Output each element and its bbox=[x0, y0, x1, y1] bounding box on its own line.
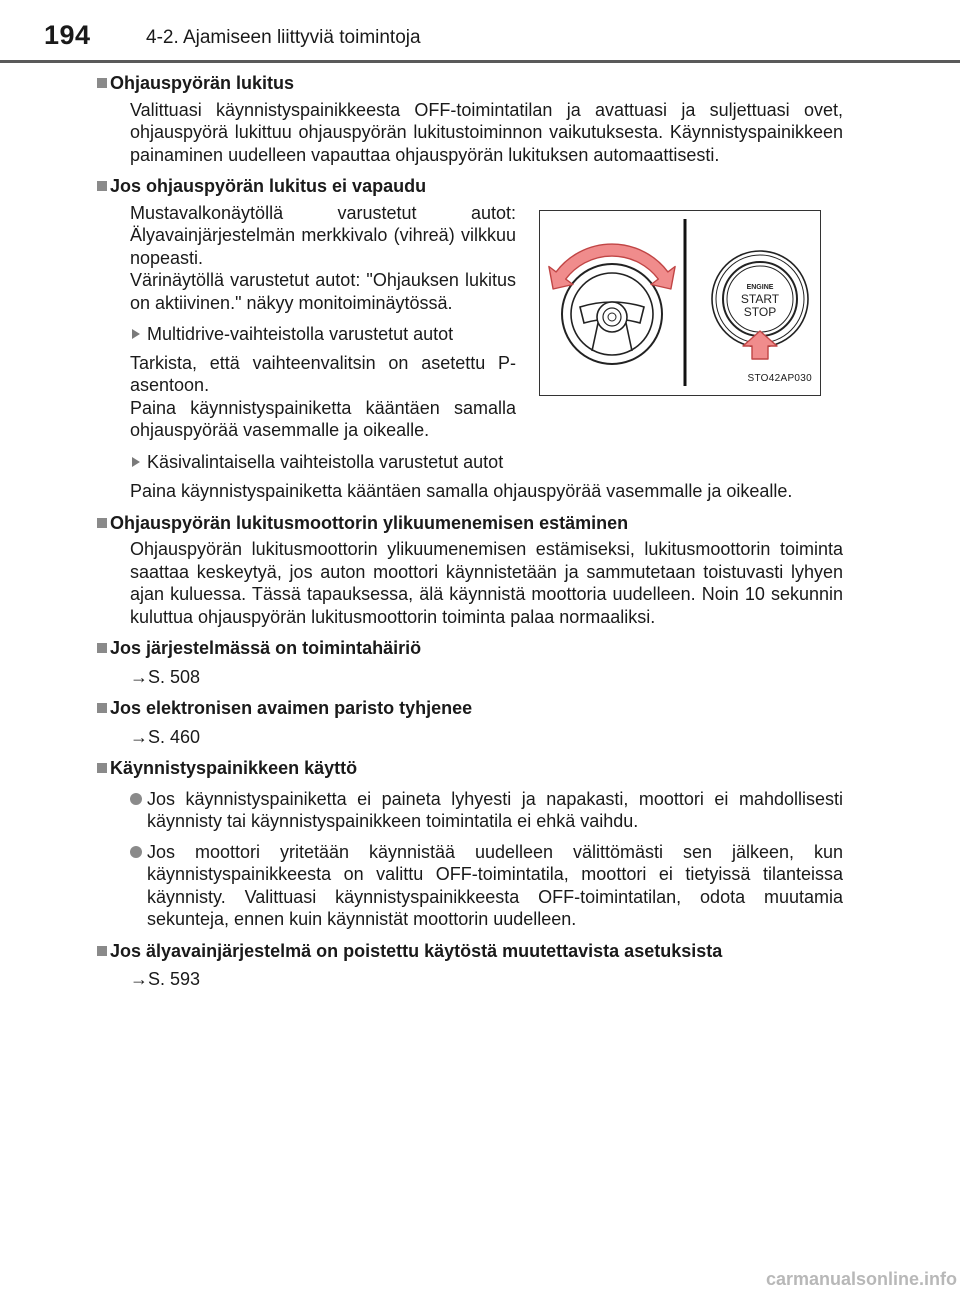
header-rule bbox=[0, 60, 960, 63]
section-title-disabled: Jos älyavainjärjestelmä on poistettu käytöstä muutettavista asetuksista bbox=[110, 940, 843, 963]
button-label-start: START bbox=[740, 291, 780, 306]
subsection-title-multidrive: Multidrive-vaihteistolla varustetut autot bbox=[130, 323, 516, 346]
section-title-overheat: Ohjauspyörän lukitusmoottorin ylikuumenemisen estäminen bbox=[110, 512, 843, 535]
section-title-battery: Jos elektronisen avaimen paristo tyhjenee bbox=[110, 697, 843, 720]
section-square-icon bbox=[97, 763, 107, 773]
section-text-lock: Valittuasi käynnistyspainikkeesta OFF-toimintatilan ja avattuasi ja suljettuasi ovet, ohjauspyörä lukittuu ohjauspyörän lukitustoiminnon vaikutuksesta. Käynnistyspainikkeen painaminen uudelleen vapauttaa ohjauspyörän lukituksen automaattisesti. bbox=[130, 99, 843, 165]
manual-text: Paina käynnistyspainiketta kääntäen samalla ohjauspyörää vasemmalle ja oikealle. bbox=[130, 481, 793, 501]
circle-bullet-icon bbox=[130, 793, 142, 805]
page-content bbox=[110, 72, 843, 991]
page-ref-disabled: →S. 593 bbox=[130, 969, 201, 989]
page-ref-battery: →S. 460 bbox=[130, 726, 201, 747]
illustration-svg bbox=[540, 211, 819, 394]
steering-lock-illustration bbox=[539, 210, 821, 396]
section-title-lock: Ohjauspyörän lukitus bbox=[110, 72, 843, 95]
usage-bullet: Jos moottori yritetään käynnistää uudelleen välittömästi sen jälkeen, kun käynnistyspainikkeesta on valittu OFF-toimintatila, moottori ei tietyissä tilanteissa käynnisty. Valittuasi käynnistyspainikkeesta OFF-toimintatilan, odota muutamia sekunteja, ennen kuin käynnistät moottorin uudelleen. bbox=[130, 841, 843, 931]
section-title-malfunction: Jos järjestelmässä on toimintahäiriö bbox=[110, 637, 843, 660]
section-square-icon bbox=[97, 643, 107, 653]
section-text-overheat: Ohjauspyörän lukitusmoottorin ylikuumenemisen estämiseksi, lukitusmoottorin toiminta saattaa keskeytyä, jos auton moottori käynnistetään ja sammutetaan toistuvasti lyhyen ajan kuluessa. Tässä tapauksessa, älä käynnistä moottoria uudelleen. Noin 10 sekunnin kuluttua ohjauspyörän lukitusmoottorin toiminta palaa normaaliksi. bbox=[130, 539, 843, 627]
triangle-bullet-icon bbox=[132, 457, 140, 467]
button-label-stop: STOP bbox=[743, 304, 777, 319]
section-square-icon bbox=[97, 518, 107, 528]
section-title-usage: Käynnistyspainikkeen käyttö bbox=[110, 757, 843, 780]
page-number: 194 bbox=[44, 20, 91, 50]
not-released-block bbox=[110, 202, 843, 442]
button-label-engine: ENGINE bbox=[746, 283, 774, 291]
chapter-title: 4-2. Ajamiseen liittyviä toimintoja bbox=[146, 27, 421, 48]
multidrive-text-2: Paina käynnistyspainiketta kääntäen samalla ohjauspyörää vasemmalle ja oikealle. bbox=[130, 397, 516, 440]
section-title-not-released: Jos ohjauspyörän lukitus ei vapaudu bbox=[110, 175, 843, 198]
subsection-title-manual: Käsivalintaisella vaihteistolla varustetut autot bbox=[130, 451, 843, 474]
mono-display-text: Mustavalkonäytöllä varustetut autot: Älyavainjärjestelmän merkkivalo (vihreä) vilkkuu nopeasti. bbox=[130, 202, 516, 268]
watermark: carmanualsonline.info bbox=[766, 1269, 958, 1289]
color-display-text: Värinäytöllä varustetut autot: "Ohjauksen lukitus on aktiivinen." näkyy monitoiminäytössä. bbox=[130, 270, 516, 313]
page-ref-malfunction: →S. 508 bbox=[130, 666, 201, 687]
circle-bullet-icon bbox=[130, 846, 142, 858]
section-square-icon bbox=[97, 181, 107, 191]
steering-wheel-icon bbox=[562, 264, 662, 364]
triangle-bullet-icon bbox=[132, 329, 140, 339]
not-released-text bbox=[130, 202, 516, 442]
page-header bbox=[0, 0, 960, 60]
multidrive-text-1: Tarkista, että vaihteenvalitsin on asetettu P-asentoon. bbox=[130, 352, 516, 395]
section-square-icon bbox=[97, 78, 107, 88]
section-square-icon bbox=[97, 703, 107, 713]
section-square-icon bbox=[97, 946, 107, 956]
usage-bullet: Jos käynnistyspainiketta ei paineta lyhyesti ja napakasti, moottori ei mahdollisesti käynnisty tai käynnistyspainikkeen toimintatila ei ehkä vaihdu. bbox=[130, 788, 843, 833]
figure-code: STO42AP030 bbox=[747, 373, 812, 384]
